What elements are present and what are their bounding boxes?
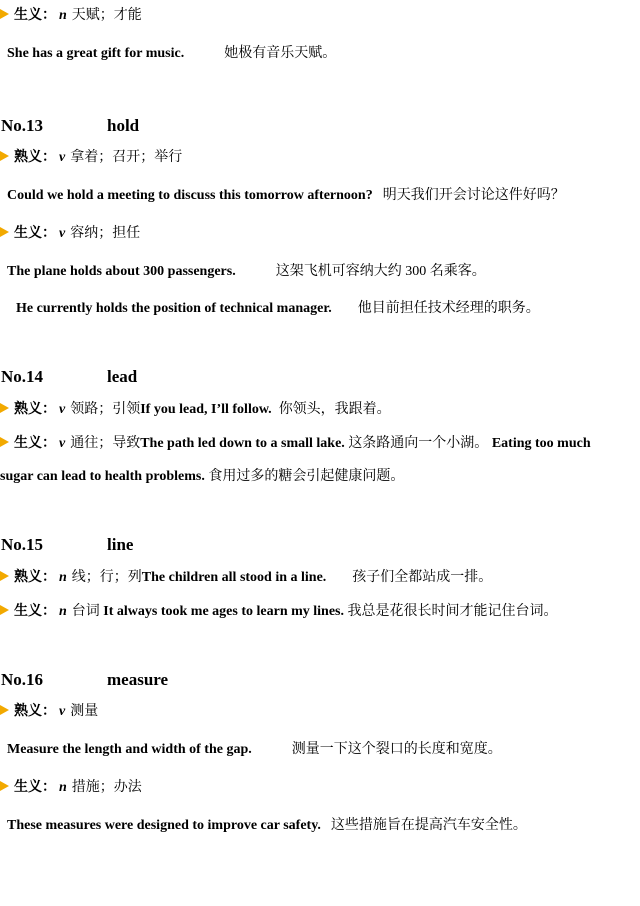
sense-label: 生义： [14,604,56,619]
sense-meaning: 天赋；才能 [71,8,142,23]
entry-heading-15 [1,534,640,556]
example-english-2: Eating too much [491,436,591,451]
sense-line-hold-uncommon [0,224,640,244]
sense-meaning: 台词 [71,604,100,619]
part-of-speech: v [59,226,66,241]
example-chinese: 这条路通向一个小湖。 [348,436,489,451]
entry-number: No.13 [1,116,44,135]
example-chinese: 这些措施旨在提高汽车安全性。 [330,818,527,833]
triangle-bullet-icon [0,403,9,413]
example-chinese: 你领头，我跟着。 [278,402,391,417]
example-chinese: 这架飞机可容纳大约 300 名乘客。 [275,264,486,279]
example-chinese: 孩子们全都站成一排。 [352,570,493,585]
example-chinese: 明天我们开会讨论这件好吗？ [382,188,565,203]
example-english: If you lead, I’ll follow. [140,402,272,417]
example-chinese: 食用过多的糖会引起健康问题。 [208,469,405,484]
example-english: He currently holds the position of technical manager. [16,301,332,316]
example-line [7,262,640,282]
example-english: Measure the length and width of the gap. [7,742,252,757]
example-english: The plane holds about 300 passengers. [7,264,236,279]
example-english: She has a great gift for music. [7,46,185,61]
sense-meaning: 容纳；担任 [70,226,141,241]
triangle-bullet-icon [0,571,9,581]
sense-line-measure-common [0,702,640,722]
entry-word: measure [107,670,169,689]
entry-word: line [107,535,134,554]
sense-label: 生义： [14,780,56,795]
example-english: It always took me ages to learn my lines. [103,604,344,619]
example-chinese: 她极有音乐天赋。 [224,46,337,61]
sense-line-lead-uncommon [0,434,640,454]
example-line-continued [0,467,640,487]
sense-label: 熟义： [14,402,56,417]
sense-line-gift-uncommon [0,6,640,26]
triangle-bullet-icon [0,227,9,237]
sense-label: 熟义： [14,570,56,585]
triangle-bullet-icon [0,705,9,715]
sense-meaning: 线；行；列 [71,570,142,585]
part-of-speech: v [59,402,66,417]
sense-label: 生义： [14,8,56,23]
entry-heading-16 [1,669,640,691]
entry-number: No.15 [1,535,44,554]
part-of-speech: v [59,436,66,451]
sense-meaning: 领路；引领 [70,402,141,417]
example-chinese: 他目前担任技术经理的职务。 [357,301,540,316]
example-line [7,44,640,64]
triangle-bullet-icon [0,437,9,447]
triangle-bullet-icon [0,781,9,791]
example-chinese: 我总是花很长时间才能记住台词。 [347,604,558,619]
example-line [7,740,640,760]
sense-meaning: 拿着；召开；举行 [70,150,183,165]
part-of-speech: v [59,704,66,719]
triangle-bullet-icon [0,605,9,615]
example-line [7,186,640,206]
sense-label: 熟义： [14,704,56,719]
example-chinese: 测量一下这个裂口的长度和宽度。 [291,742,502,757]
example-english: sugar can lead to health problems. [0,469,205,484]
sense-label: 熟义： [14,150,56,165]
part-of-speech: n [59,570,67,585]
part-of-speech: n [59,8,67,23]
example-line [7,816,640,836]
entry-heading-14 [1,366,640,388]
triangle-bullet-icon [0,9,9,19]
sense-line-measure-uncommon [0,778,640,798]
sense-line-lead-common [0,400,640,420]
part-of-speech: n [59,780,67,795]
example-english: Could we hold a meeting to discuss this tomorrow afternoon? [7,188,373,203]
sense-line-line-uncommon [0,602,640,622]
entry-word: lead [107,367,138,386]
example-line [16,299,640,319]
entry-number: No.14 [1,367,44,386]
entry-number: No.16 [1,670,44,689]
sense-line-line-common [0,568,640,588]
entry-word: hold [107,116,140,135]
example-english: The children all stood in a line. [141,570,327,585]
sense-label: 生义： [14,436,56,451]
sense-meaning: 测量 [70,704,99,719]
triangle-bullet-icon [0,151,9,161]
sense-label: 生义： [14,226,56,241]
sense-meaning: 措施；办法 [71,780,142,795]
example-english: The path led down to a small lake. [140,436,345,451]
part-of-speech: n [59,604,67,619]
example-english: These measures were designed to improve car safety. [7,818,321,833]
part-of-speech: v [59,150,66,165]
entry-heading-13 [1,115,640,137]
sense-meaning: 通往；导致 [70,436,141,451]
sense-line-hold-common [0,148,640,168]
